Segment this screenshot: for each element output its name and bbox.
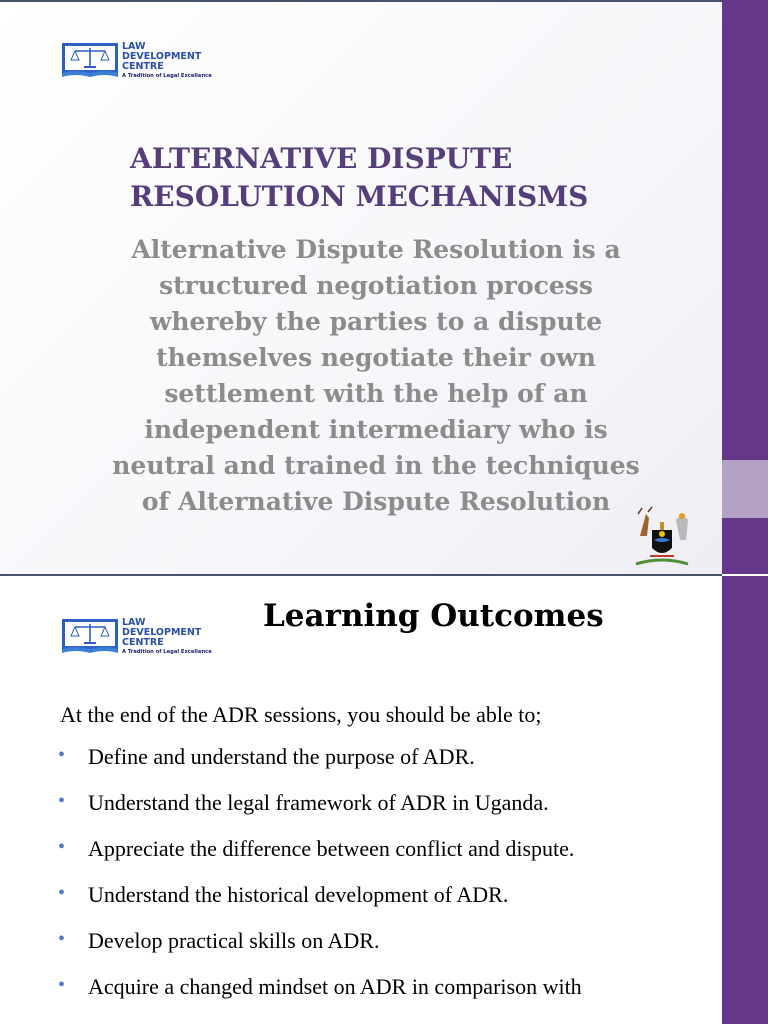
logo-line-2: DEVELOPMENT bbox=[122, 51, 202, 62]
law-development-centre-logo bbox=[60, 40, 230, 84]
bullet-icon: • bbox=[58, 790, 66, 812]
scales-of-justice-icon bbox=[60, 616, 120, 654]
definition-line: settlement with the help of an bbox=[164, 379, 588, 408]
bullet-icon: • bbox=[58, 928, 66, 950]
list-item-text: Understand the legal framework of ADR in Uganda. bbox=[88, 790, 549, 815]
list-item-text: Appreciate the difference between conflict and dispute. bbox=[88, 836, 575, 861]
definition-line: whereby the parties to a dispute bbox=[149, 307, 603, 336]
logo-wordmark bbox=[122, 618, 201, 648]
definition-line: themselves negotiate their own bbox=[156, 343, 596, 372]
logo-line-1: LAW bbox=[122, 41, 146, 52]
bullet-icon: • bbox=[58, 836, 66, 858]
title-line-1: ALTERNATIVE DISPUTE bbox=[130, 142, 513, 175]
logo-line-3: CENTRE bbox=[122, 61, 164, 72]
slide-sidebar bbox=[722, 576, 768, 1024]
list-item-text: Acquire a changed mindset on ADR in comparison with bbox=[88, 974, 582, 999]
list-item bbox=[56, 928, 582, 974]
intro-text: At the end of the ADR sessions, you should be able to; bbox=[60, 702, 542, 727]
list-item-text: Understand the historical development of ADR. bbox=[88, 882, 509, 907]
learning-outcomes-list bbox=[56, 744, 582, 1020]
list-item bbox=[56, 882, 582, 928]
definition-line: independent intermediary who is bbox=[144, 415, 608, 444]
logo-line-1: LAW bbox=[122, 617, 146, 628]
slide-title bbox=[130, 140, 588, 216]
logo-wordmark bbox=[122, 42, 201, 72]
slide-top-border bbox=[0, 0, 722, 2]
list-item bbox=[56, 744, 582, 790]
slide-sidebar-accent bbox=[722, 460, 768, 518]
logo-line-3: CENTRE bbox=[122, 637, 164, 648]
definition-line: structured negotiation process bbox=[159, 271, 593, 300]
slide-2 bbox=[0, 576, 768, 1024]
logo-line-2: DEVELOPMENT bbox=[122, 627, 202, 638]
title-line-2: RESOLUTION MECHANISMS bbox=[130, 180, 589, 213]
list-item bbox=[56, 974, 582, 1020]
definition-line: Alternative Dispute Resolution is a bbox=[131, 235, 621, 264]
list-item bbox=[56, 836, 582, 882]
law-development-centre-logo bbox=[60, 616, 230, 660]
bullet-icon: • bbox=[58, 974, 66, 996]
list-item-text: Define and understand the purpose of ADR. bbox=[88, 744, 475, 769]
definition-line: of Alternative Dispute Resolution bbox=[141, 487, 611, 516]
bullet-icon: • bbox=[58, 744, 66, 766]
section-heading: Learning Outcomes bbox=[263, 598, 604, 634]
logo-tagline: A Tradition of Legal Excellence bbox=[122, 649, 212, 655]
uganda-coat-of-arms-icon bbox=[630, 506, 694, 568]
bullet-icon: • bbox=[58, 882, 66, 904]
logo-tagline: A Tradition of Legal Excellence bbox=[122, 73, 212, 79]
adr-definition bbox=[56, 232, 696, 520]
definition-line: neutral and trained in the techniques bbox=[112, 451, 640, 480]
scales-of-justice-icon bbox=[60, 40, 120, 78]
list-item bbox=[56, 790, 582, 836]
list-item-text: Develop practical skills on ADR. bbox=[88, 928, 380, 953]
